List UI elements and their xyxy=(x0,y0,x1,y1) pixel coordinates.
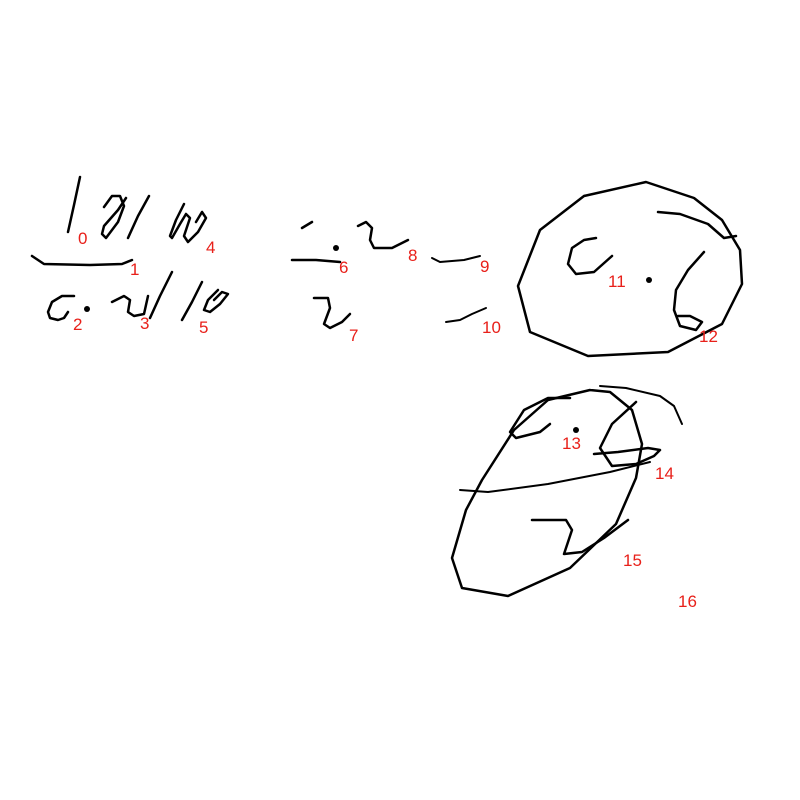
label-6: 6 xyxy=(339,258,349,277)
dot-13 xyxy=(573,427,579,433)
dot-2 xyxy=(84,306,90,312)
dot-11 xyxy=(646,277,652,283)
stroke-7 xyxy=(314,298,350,328)
stroke-12 xyxy=(674,252,704,330)
stroke-6a xyxy=(302,222,312,228)
label-8: 8 xyxy=(408,246,418,265)
label-14: 14 xyxy=(655,464,674,483)
stroke-9 xyxy=(432,256,480,262)
label-13: 13 xyxy=(562,434,581,453)
stroke-2 xyxy=(48,296,74,320)
stroke-13-outline xyxy=(452,390,642,596)
label-3: 3 xyxy=(140,314,150,333)
stroke-3 xyxy=(112,296,148,316)
stroke-13-cap xyxy=(510,398,570,438)
label-10: 10 xyxy=(482,318,501,337)
stroke-14 xyxy=(460,462,650,492)
stroke-1 xyxy=(32,256,132,265)
stroke-0 xyxy=(68,177,80,232)
label-9: 9 xyxy=(480,257,490,276)
stroke-13-hook xyxy=(594,402,660,466)
label-7: 7 xyxy=(349,326,359,345)
stroke-3b xyxy=(150,272,172,318)
stroke-11-inner xyxy=(568,238,612,274)
stroke-0c xyxy=(128,196,149,238)
label-5: 5 xyxy=(199,318,209,337)
label-16: 16 xyxy=(678,592,697,611)
label-2: 2 xyxy=(73,315,83,334)
label-1: 1 xyxy=(130,260,140,279)
number-labels xyxy=(73,229,718,611)
stroke-5b xyxy=(204,290,228,312)
label-12: 12 xyxy=(699,327,718,346)
label-15: 15 xyxy=(623,551,642,570)
label-0: 0 xyxy=(78,229,88,248)
stroke-10 xyxy=(446,308,486,322)
stroke-14b xyxy=(600,386,682,424)
label-11: 11 xyxy=(608,272,626,291)
stroke-0b xyxy=(102,196,126,238)
stroke-6 xyxy=(292,260,340,262)
label-4: 4 xyxy=(206,238,216,257)
stroke-5 xyxy=(182,282,202,320)
ink-strokes xyxy=(32,177,742,596)
stroke-0d xyxy=(170,204,206,242)
dot-6 xyxy=(333,245,339,251)
stroke-8 xyxy=(358,222,408,248)
